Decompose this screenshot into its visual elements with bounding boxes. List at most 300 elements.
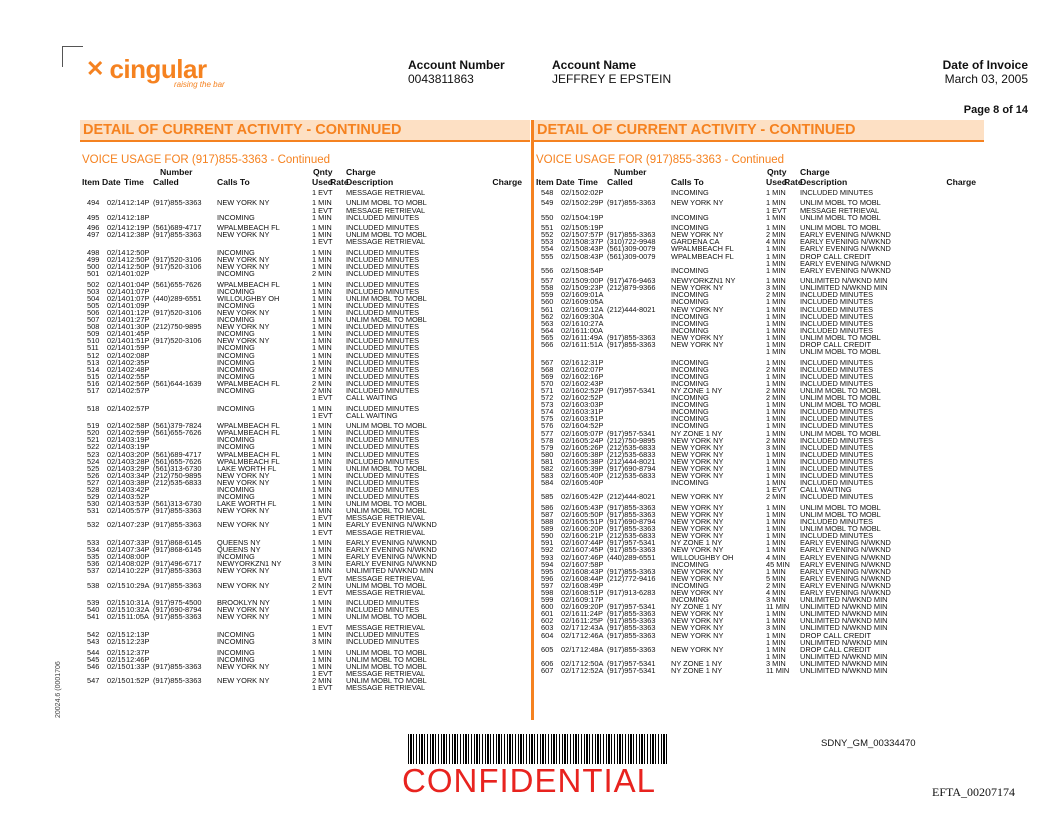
row-date: 02/16: [561, 456, 580, 466]
row-item: 499: [87, 254, 100, 264]
row-calls-to: NEW YORK NY: [217, 262, 270, 272]
row-number-called: (917)855-3363: [153, 580, 202, 590]
row-qty: 2 MIN: [766, 580, 786, 590]
row-calls-to: INCOMING: [671, 311, 709, 321]
row-description: INCLUDED MINUTES: [346, 386, 420, 395]
row-item: 500: [87, 262, 100, 272]
row-item: 536: [87, 559, 100, 569]
row-time: 03:52P: [126, 492, 150, 502]
row-date: 02/14: [107, 492, 126, 502]
row-date: 02/16: [561, 471, 580, 481]
row-calls-to: QUEENS NY: [217, 538, 261, 548]
row-date: 02/14: [107, 198, 126, 208]
row-description: DROP CALL CREDIT: [800, 644, 872, 654]
row-qty: 1 MIN: [766, 265, 786, 275]
row-time: 07:34P: [126, 545, 150, 555]
row-number-called: (561)309-0079: [607, 251, 656, 261]
row-item: 514: [87, 364, 100, 374]
row-date: 02/14: [107, 350, 126, 360]
row-qty: 1 EVT: [312, 527, 333, 537]
row-qty: 3 MIN: [766, 623, 786, 633]
row-item: 590: [541, 531, 554, 541]
row-qty: 1 MIN: [312, 329, 332, 339]
row-number-called: (917)975-4500: [153, 598, 202, 608]
row-description: INCLUDED MINUTES: [346, 279, 420, 289]
row-calls-to: INCOMING: [217, 286, 255, 296]
row-qty: 1 MIN: [312, 463, 332, 473]
row-time: 12:48A: [580, 644, 604, 654]
row-date: 02/15: [107, 580, 126, 590]
row-qty: 1 MIN: [766, 371, 786, 381]
row-time: 12:46P: [126, 654, 150, 664]
row-item: 571: [541, 386, 554, 395]
row-date: 02/15: [561, 212, 580, 222]
row-item: 562: [541, 311, 554, 321]
row-date: 02/14: [107, 269, 126, 279]
row-item: 566: [541, 340, 554, 350]
row-calls-to: INCOMING: [671, 357, 709, 367]
row-qty: 1 MIN: [766, 566, 786, 576]
row-calls-to: NEW YORK NY: [671, 616, 724, 626]
row-item: 509: [87, 329, 100, 339]
row-description: EARLY EVENING N/WKND: [800, 566, 891, 576]
row-qty: 1 MIN: [312, 315, 332, 325]
row-description: MESSAGE RETRIEVAL: [346, 573, 426, 583]
row-date: 02/14: [107, 470, 126, 480]
row-qty: 1 EVT: [312, 205, 333, 215]
row-number-called: (917)855-3363: [607, 332, 656, 342]
row-time: 12:52A: [580, 666, 604, 676]
row-number-called: (917)690-8794: [153, 605, 202, 615]
row-item: 497: [87, 230, 100, 240]
row-date: 02/16: [561, 386, 580, 395]
row-qty: 1 EVT: [312, 622, 333, 632]
row-calls-to: WPALMBEACH FL: [217, 378, 280, 388]
row-date: 02/14: [107, 378, 126, 388]
row-item: 519: [87, 421, 100, 431]
row-date: 02/14: [107, 212, 126, 222]
row-date: 02/16: [561, 566, 580, 576]
col-charge-top: Charge: [800, 167, 830, 177]
row-number-called: (917)855-3363: [607, 230, 656, 240]
row-item: 598: [541, 588, 554, 598]
account-number-value: 0043811863: [408, 72, 474, 86]
col-rate: Rate: [330, 177, 349, 187]
row-calls-to: INCOMING: [671, 478, 709, 488]
table-row: [534, 632, 984, 639]
row-calls-to: WPALMBEACH FL: [217, 428, 280, 438]
row-time: 11:24P: [580, 609, 603, 619]
row-description: MESSAGE RETRIEVAL: [346, 188, 426, 197]
row-time: 07:57P: [580, 230, 604, 240]
row-qty: 3 MIN: [766, 595, 786, 605]
row-description: INCLUDED MINUTES: [346, 378, 420, 388]
row-calls-to: INCOMING: [217, 269, 255, 279]
row-date: 02/15: [561, 198, 580, 208]
row-description: EARLY EVENING N/WKND: [800, 573, 891, 583]
row-description: INCLUDED MINUTES: [800, 449, 874, 459]
row-item: 534: [87, 545, 100, 555]
row-time: 05:51P: [580, 517, 604, 527]
row-date: 02/15: [107, 661, 126, 671]
row-calls-to: NEW YORK NY: [217, 566, 270, 576]
row-number-called: (917)496-6717: [153, 559, 202, 569]
row-qty: 1 MIN: [312, 492, 332, 502]
row-time: 02:55P: [126, 371, 150, 381]
row-item: 533: [87, 538, 100, 548]
row-calls-to: INCOMING: [217, 442, 255, 452]
row-item: 594: [541, 559, 554, 569]
row-item: 502: [87, 279, 100, 289]
row-item: 570: [541, 378, 554, 388]
row-number-called: (917)913-6283: [607, 588, 656, 598]
row-qty: 1 MIN: [766, 198, 786, 208]
col-time: Time: [578, 177, 598, 187]
row-calls-to: WPALMBEACH FL: [217, 223, 280, 233]
row-calls-to: NEW YORK NY: [217, 520, 270, 530]
row-time: 12:19P: [126, 223, 150, 233]
row-item: 573: [541, 400, 554, 410]
row-calls-to: BROOKLYN NY: [217, 598, 270, 608]
row-date: 02/15: [561, 251, 580, 261]
row-calls-to: INCOMING: [217, 492, 255, 502]
row-qty: 1 MIN: [312, 357, 332, 367]
row-item: 522: [87, 442, 100, 452]
row-date: 02/17: [561, 630, 580, 640]
row-qty: 2 MIN: [766, 290, 786, 300]
row-qty: 1 MIN: [766, 188, 786, 197]
row-time: 02:48P: [126, 364, 150, 374]
row-time: 01:12P: [126, 307, 150, 317]
row-time: 05:38P: [580, 449, 604, 459]
row-time: 11:51A: [580, 340, 603, 350]
row-qty: 1 MIN: [312, 223, 332, 233]
table-row: [534, 214, 984, 221]
table-row: [80, 589, 530, 596]
row-date: 02/15: [561, 244, 580, 254]
row-item: 555: [541, 251, 554, 261]
row-description: EARLY EVENING N/WKND: [800, 237, 891, 247]
row-calls-to: NEW YORK NY: [217, 477, 270, 487]
row-qty: 1 MIN: [766, 223, 786, 233]
col-number-top: Number: [614, 167, 647, 177]
row-qty: 1 MIN: [766, 276, 786, 286]
row-qty: 1 MIN: [312, 605, 332, 615]
row-qty: 1 MIN: [766, 616, 786, 626]
row-description: UNLIMITED N/WKND MIN: [800, 658, 888, 668]
row-time: 02:29P: [580, 198, 604, 208]
row-calls-to: WILLOUGHBY OH: [671, 552, 734, 562]
row-qty: 4 MIN: [766, 588, 786, 598]
row-description: INCLUDED MINUTES: [346, 307, 420, 317]
row-number-called: (917)855-3363: [153, 566, 202, 576]
row-number-called: (917)520-3106: [153, 307, 202, 317]
row-calls-to: NY ZONE 1 NY: [671, 538, 723, 548]
row-date: 02/16: [561, 371, 580, 381]
row-description: EARLY EVENING N/WKND: [800, 538, 891, 548]
row-item: 496: [87, 223, 100, 233]
row-description: INCLUDED MINUTES: [800, 442, 874, 452]
row-calls-to: WPALMBEACH FL: [671, 251, 734, 261]
row-number-called: (917)957-5341: [607, 538, 656, 548]
row-description: INCLUDED MINUTES: [800, 407, 874, 417]
row-description: INCLUDED MINUTES: [800, 371, 874, 381]
row-date: 02/16: [561, 340, 580, 350]
row-item: 547: [87, 675, 100, 685]
row-time: 01:52P: [126, 675, 150, 685]
row-calls-to: INCOMING: [671, 421, 709, 431]
row-calls-to: NEW YORK NY: [671, 304, 724, 314]
row-description: UNLIM MOBL TO MOBL: [800, 509, 881, 519]
table-row: [80, 521, 530, 528]
row-description: UNLIMITED N/WKND MIN: [800, 623, 888, 633]
row-description: UNLIM MOBL TO MOBL: [346, 293, 427, 303]
row-date: 02/16: [561, 588, 580, 598]
row-calls-to: NEW YORK NY: [671, 332, 724, 342]
row-number-called: (917)868-6145: [153, 538, 202, 548]
row-description: INCLUDED MINUTES: [346, 364, 420, 374]
row-number-called: (310)722-9948: [607, 237, 656, 247]
row-calls-to: NEW YORK NY: [671, 517, 724, 527]
row-time: 01:51P: [126, 336, 150, 346]
row-qty: 1 EVT: [312, 668, 333, 678]
row-time: 01:07P: [126, 293, 150, 303]
account-name-block: [552, 58, 671, 86]
logo-tagline: raising the bar: [174, 80, 225, 89]
row-date: 02/17: [561, 623, 580, 633]
row-date: 02/14: [107, 247, 126, 257]
detail-column-right: [534, 120, 984, 828]
row-description: UNLIMITED N/WKND MIN: [800, 595, 888, 605]
row-description: EARLY EVENING N/WKND: [800, 580, 891, 590]
account-number-label: Account Number: [408, 58, 505, 72]
row-calls-to: NEW YORK NY: [217, 580, 270, 590]
row-time: 03:03P: [580, 400, 604, 410]
efta-number: EFTA_00207174: [932, 785, 1016, 799]
row-item: 517: [87, 386, 100, 395]
row-date: 02/16: [561, 364, 580, 374]
row-date: 02/16: [561, 573, 580, 583]
row-date: 02/15: [107, 654, 126, 664]
row-description: INCLUDED MINUTES: [346, 343, 420, 353]
row-description: INCLUDED MINUTES: [800, 304, 874, 314]
row-qty: 2 MIN: [312, 675, 332, 685]
row-time: 09:17P: [580, 595, 604, 605]
row-item: 537: [87, 566, 100, 576]
row-calls-to: LAKE WORTH FL: [217, 499, 277, 509]
row-date: 02/14: [107, 364, 126, 374]
row-time: 02:57P: [126, 403, 150, 413]
row-calls-to: NEW YORK NY: [671, 471, 724, 481]
row-date: 02/16: [561, 435, 580, 445]
row-time: 07:33P: [126, 538, 150, 548]
row-description: INCLUDED MINUTES: [346, 428, 420, 438]
row-calls-to: NY ZONE 1 NY: [671, 428, 723, 438]
row-date: 02/16: [561, 442, 580, 452]
row-calls-to: WILLOUGHBY OH: [217, 293, 280, 303]
row-description: UNLIM MOBL TO MOBL: [346, 499, 427, 509]
row-date: 02/16: [561, 616, 580, 626]
row-qty: 1 MIN: [312, 307, 332, 317]
row-item: 591: [541, 538, 554, 548]
table-row: [80, 638, 530, 645]
row-item: 526: [87, 470, 100, 480]
row-calls-to: LAKE WORTH FL: [217, 463, 277, 473]
row-qty: 1 MIN: [766, 428, 786, 438]
row-date: 02/16: [561, 407, 580, 417]
row-calls-to: INCOMING: [217, 386, 255, 395]
col-date: Date: [556, 177, 575, 187]
row-date: 02/16: [561, 421, 580, 431]
row-time: 12:50P: [126, 254, 150, 264]
row-qty: 1 MIN: [312, 456, 332, 466]
row-time: 08:43P: [580, 244, 604, 254]
row-time: 12:37P: [126, 647, 150, 657]
detail-column-left: [80, 120, 530, 828]
row-number-called: (212)879-9366: [607, 283, 656, 293]
bates-number: SDNY_GM_00334470: [821, 738, 916, 749]
row-description: CALL WAITING: [800, 485, 852, 495]
row-date: 02/16: [561, 502, 580, 512]
row-item: 532: [87, 520, 100, 530]
row-calls-to: NEW YORK NY: [671, 464, 724, 474]
row-qty: 1 MIN: [766, 644, 786, 654]
row-description: UNLIM MOBL TO MOBL: [346, 230, 427, 240]
col-date: Date: [102, 177, 121, 187]
row-qty: 11 MIN: [766, 666, 790, 676]
row-calls-to: INCOMING: [217, 357, 255, 367]
row-item: 603: [541, 623, 554, 633]
row-number-called: (561)655-7626: [153, 279, 202, 289]
row-description: UNLIM MOBL TO MOBL: [800, 332, 881, 342]
row-description: INCLUDED MINUTES: [800, 318, 874, 328]
row-qty: 1 MIN: [766, 258, 786, 268]
col-time: Time: [124, 177, 144, 187]
row-calls-to: INCOMING: [217, 247, 255, 257]
row-item: 586: [541, 502, 554, 512]
row-calls-to: NEW YORK NY: [217, 230, 270, 240]
row-number-called: (917)855-3363: [153, 198, 202, 208]
row-item: 592: [541, 545, 554, 555]
row-date: 02/16: [561, 318, 580, 328]
row-time: 08:43P: [580, 251, 604, 261]
row-item: 578: [541, 435, 554, 445]
col-description: Description: [346, 177, 394, 187]
row-calls-to: WPALMBEACH FL: [671, 244, 734, 254]
row-description: INCLUDED MINUTES: [346, 477, 420, 487]
row-item: 556: [541, 265, 554, 275]
row-description: EARLY EVENING N/WKND: [346, 545, 437, 555]
col-charge: Charge: [492, 177, 522, 187]
row-item: 541: [87, 612, 100, 622]
row-qty: 1 MIN: [312, 286, 332, 296]
row-item: 606: [541, 658, 554, 668]
table-row: [80, 677, 530, 684]
row-date: 02/16: [561, 393, 580, 403]
row-time: 09:23P: [580, 283, 604, 293]
row-time: 03:28P: [126, 456, 150, 466]
row-description: EARLY EVENING N/WKND: [346, 538, 437, 548]
column-header: [80, 167, 530, 189]
row-time: 07:45P: [580, 545, 604, 555]
row-number-called: (917)855-3363: [607, 545, 656, 555]
row-date: 02/15: [561, 237, 580, 247]
row-calls-to: INCOMING: [671, 400, 709, 410]
row-date: 02/15: [561, 276, 580, 286]
invoice-date-label: Date of Invoice: [942, 58, 1028, 72]
table-row: [534, 341, 984, 348]
row-qty: 1 MIN: [766, 400, 786, 410]
row-qty: 1 MIN: [766, 637, 786, 647]
row-number-called: (917)855-3363: [607, 524, 656, 534]
row-date: 02/16: [561, 492, 580, 502]
table-row: [534, 189, 984, 196]
row-time: 02:56P: [126, 378, 150, 388]
row-date: 02/14: [107, 499, 126, 509]
row-qty: 1 MIN: [312, 442, 332, 452]
row-item: 515: [87, 371, 100, 381]
row-qty: 1 MIN: [312, 654, 332, 664]
cingular-logo: [86, 54, 225, 89]
row-description: INCLUDED MINUTES: [346, 442, 420, 452]
row-calls-to: NEWYORKZN1 NY: [671, 276, 736, 286]
row-calls-to: INCOMING: [217, 315, 255, 325]
subsection-title: VOICE USAGE FOR (917)855-3363 - Continued: [82, 154, 331, 166]
row-date: 02/14: [107, 307, 126, 317]
row-qty: 1 MIN: [766, 545, 786, 555]
col-calls-to: Calls To: [671, 177, 704, 187]
row-item: 542: [87, 629, 100, 639]
row-item: 521: [87, 435, 100, 445]
row-item: 605: [541, 644, 554, 654]
row-time: 01:07P: [126, 286, 150, 296]
row-item: 559: [541, 290, 554, 300]
row-time: 09:05A: [580, 297, 604, 307]
row-time: 09:30A: [580, 311, 604, 321]
row-time: 04:52P: [580, 421, 604, 431]
row-description: UNLIMITED N/WKND MIN: [800, 651, 888, 661]
row-number-called: (212)535-6833: [607, 442, 656, 452]
row-item: 523: [87, 449, 100, 459]
row-qty: 1 MIN: [766, 311, 786, 321]
row-description: UNLIM MOBL TO MOBL: [346, 463, 427, 473]
col-qnty-top: Qnty: [767, 167, 787, 177]
row-description: UNLIMITED N/WKND MIN: [800, 616, 888, 626]
row-qty: 1 MIN: [766, 609, 786, 619]
table-row: [534, 253, 984, 260]
row-number-called: (917)855-3363: [607, 566, 656, 576]
row-calls-to: QUEENS NY: [217, 545, 261, 555]
row-calls-to: INCOMING: [671, 393, 709, 403]
row-date: 02/16: [561, 602, 580, 612]
row-time: 08:54P: [580, 265, 604, 275]
row-description: EARLY EVENING N/WKND: [800, 244, 891, 254]
row-time: 11:05A: [126, 612, 149, 622]
table-row: [80, 231, 530, 238]
row-time: 10:27A: [580, 318, 604, 328]
row-date: 02/15: [107, 605, 126, 615]
row-qty: 1 MIN: [312, 520, 332, 530]
col-qnty-top: Qnty: [313, 167, 333, 177]
table-row: [80, 189, 530, 196]
row-number-called: (561)655-7626: [153, 456, 202, 466]
row-qty: 1 MIN: [312, 566, 332, 576]
table-row: [80, 394, 530, 401]
invoice-date-block: [943, 58, 1028, 86]
row-qty: 2 MIN: [766, 393, 786, 403]
row-number-called: (917)855-3363: [153, 675, 202, 685]
row-calls-to: INCOMING: [671, 580, 709, 590]
